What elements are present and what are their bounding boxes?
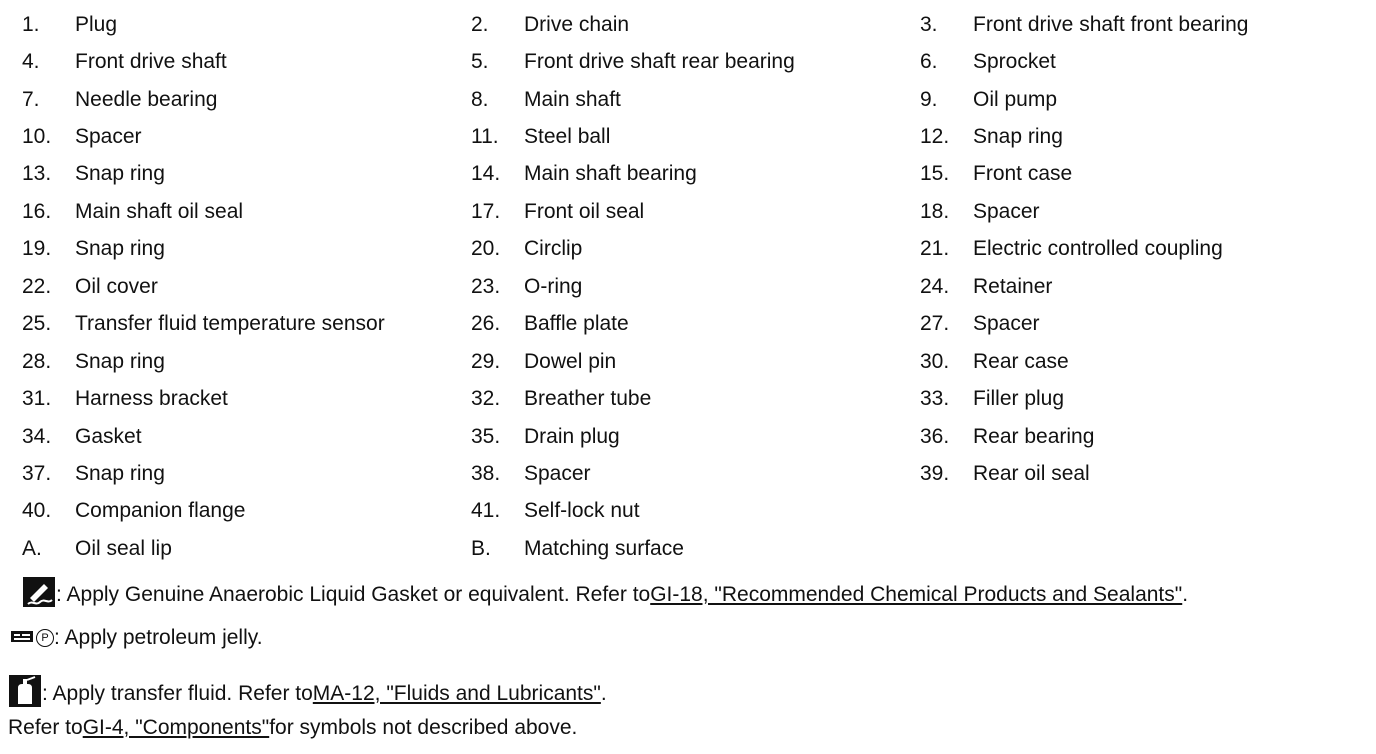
part-number: 30. <box>920 349 950 373</box>
part-item <box>471 6 920 43</box>
part-name: Matching surface <box>524 536 684 560</box>
part-name: Snap ring <box>75 162 165 186</box>
part-name: Spacer <box>973 199 1040 223</box>
part-name: Snap ring <box>75 349 165 373</box>
part-item <box>22 455 471 492</box>
part-number: 18. <box>920 199 950 223</box>
part-item <box>471 455 920 492</box>
part-name: Front oil seal <box>524 199 645 223</box>
part-name: Filler plug <box>973 387 1065 411</box>
part-item <box>920 193 1369 230</box>
part-number: 13. <box>22 162 52 186</box>
transfer-fluid-icon <box>8 674 42 714</box>
part-number: 19. <box>22 237 52 261</box>
part-item <box>920 493 1369 530</box>
part-name: Front drive shaft <box>75 50 227 74</box>
part-name: Self-lock nut <box>524 499 640 523</box>
part-item <box>471 231 920 268</box>
part-item <box>22 530 471 567</box>
part-name: Gasket <box>75 424 142 448</box>
part-name: Transfer fluid temperature sensor <box>75 312 385 336</box>
part-number: 40. <box>22 499 52 523</box>
part-number: 32. <box>471 387 501 411</box>
part-item <box>22 193 471 230</box>
part-item <box>471 43 920 80</box>
part-number: 5. <box>471 50 489 74</box>
gi-18-link[interactable]: GI-18, "Recommended Chemical Products and Sealants" <box>650 583 1183 606</box>
part-item <box>471 81 920 118</box>
part-item <box>471 380 920 417</box>
part-number: 7. <box>22 87 40 111</box>
part-name: O-ring <box>524 274 583 298</box>
part-number: 9. <box>920 87 938 111</box>
part-item <box>920 231 1369 268</box>
part-number: 11. <box>471 125 499 149</box>
part-name: Needle bearing <box>75 87 218 111</box>
part-item <box>471 118 920 155</box>
part-name: Snap ring <box>973 125 1063 149</box>
part-name: Spacer <box>973 312 1040 336</box>
part-name: Rear oil seal <box>973 461 1090 485</box>
part-item <box>920 43 1369 80</box>
part-item <box>471 530 920 567</box>
part-name: Front drive shaft front bearing <box>973 12 1249 36</box>
note-liquid-gasket-suffix: . <box>1182 583 1189 606</box>
part-name: Snap ring <box>75 237 165 261</box>
part-item <box>920 306 1369 343</box>
part-item <box>22 43 471 80</box>
part-name: Steel ball <box>524 125 611 149</box>
part-number: 22. <box>22 274 52 298</box>
part-name: Oil cover <box>75 274 158 298</box>
note-transfer-fluid-text: : Apply transfer fluid. Refer to <box>42 682 313 705</box>
part-item <box>22 156 471 193</box>
part-number: 37. <box>22 461 52 485</box>
part-name: Drain plug <box>524 424 620 448</box>
part-number: A. <box>22 536 42 560</box>
part-item <box>920 156 1369 193</box>
part-number: 2. <box>471 12 489 36</box>
part-number: 15. <box>920 162 950 186</box>
part-number: 6. <box>920 50 938 74</box>
part-item <box>471 156 920 193</box>
part-item <box>471 343 920 380</box>
part-number: 29. <box>471 349 501 373</box>
part-number: 1. <box>22 12 40 36</box>
part-name: Retainer <box>973 274 1053 298</box>
part-item <box>471 268 920 305</box>
part-name: Spacer <box>524 461 591 485</box>
gi-4-link[interactable]: GI-4, "Components" <box>82 716 270 739</box>
note-refer-prefix: Refer to <box>8 716 83 739</box>
part-name: Sprocket <box>973 50 1056 74</box>
part-item <box>22 231 471 268</box>
liquid-gasket-icon <box>22 576 56 614</box>
part-item <box>920 81 1369 118</box>
parts-legend <box>22 6 1362 568</box>
part-number: 23. <box>471 274 501 298</box>
part-number: 26. <box>471 312 501 336</box>
part-name: Rear bearing <box>973 424 1095 448</box>
part-name: Front drive shaft rear bearing <box>524 50 795 74</box>
part-item <box>22 81 471 118</box>
part-name: Dowel pin <box>524 349 617 373</box>
part-number: 4. <box>22 50 40 74</box>
part-number: 21. <box>920 237 950 261</box>
part-name: Front case <box>973 162 1073 186</box>
petroleum-jelly-icon <box>10 626 34 650</box>
part-number: 28. <box>22 349 52 373</box>
part-number: 35. <box>471 424 501 448</box>
part-item <box>920 118 1369 155</box>
part-number: 27. <box>920 312 950 336</box>
note-refer <box>8 716 577 740</box>
part-number: 8. <box>471 87 489 111</box>
part-item <box>22 493 471 530</box>
part-item <box>22 306 471 343</box>
part-name: Snap ring <box>75 461 165 485</box>
part-item <box>22 418 471 455</box>
part-number: 20. <box>471 237 501 261</box>
part-name: Circlip <box>524 237 583 261</box>
part-number: 14. <box>471 162 501 186</box>
petroleum-jelly-p-symbol <box>36 629 54 647</box>
note-transfer-fluid <box>8 674 607 714</box>
part-name: Spacer <box>75 125 142 149</box>
part-number: 16. <box>22 199 52 223</box>
part-name: Main shaft <box>524 87 621 111</box>
note-transfer-fluid-suffix: . <box>600 682 607 705</box>
part-number: 41. <box>471 499 501 523</box>
part-item <box>920 380 1369 417</box>
note-liquid-gasket <box>22 576 1188 614</box>
note-petroleum-jelly <box>10 626 263 650</box>
part-number: 25. <box>22 312 52 336</box>
part-item <box>920 418 1369 455</box>
part-number: 34. <box>22 424 52 448</box>
part-number: 38. <box>471 461 501 485</box>
part-item <box>920 343 1369 380</box>
ma-12-link[interactable]: MA-12, "Fluids and Lubricants" <box>312 682 601 705</box>
part-name: Oil pump <box>973 87 1058 111</box>
part-name: Rear case <box>973 349 1069 373</box>
part-name: Plug <box>75 12 118 36</box>
part-number: 24. <box>920 274 950 298</box>
part-number: 31. <box>22 387 52 411</box>
part-name: Oil seal lip <box>75 536 172 560</box>
part-name: Main shaft bearing <box>524 162 697 186</box>
part-number: B. <box>471 536 491 560</box>
part-number: 10. <box>22 125 52 149</box>
part-item <box>471 418 920 455</box>
part-name: Breather tube <box>524 387 652 411</box>
note-petroleum-jelly-text: : Apply petroleum jelly. <box>54 626 263 649</box>
part-name: Drive chain <box>524 12 630 36</box>
part-item <box>920 455 1369 492</box>
part-item <box>22 380 471 417</box>
part-name: Electric controlled coupling <box>973 237 1223 261</box>
part-item <box>22 268 471 305</box>
part-name: Main shaft oil seal <box>75 199 244 223</box>
part-item <box>471 493 920 530</box>
part-name: Companion flange <box>75 499 246 523</box>
part-number: 33. <box>920 387 950 411</box>
part-item <box>22 118 471 155</box>
part-item <box>471 193 920 230</box>
part-item <box>920 530 1369 567</box>
part-number: 36. <box>920 424 950 448</box>
part-number: 3. <box>920 12 938 36</box>
part-item <box>920 6 1369 43</box>
part-number: 17. <box>471 199 501 223</box>
part-name: Harness bracket <box>75 387 228 411</box>
part-item <box>22 6 471 43</box>
part-name: Baffle plate <box>524 312 629 336</box>
note-liquid-gasket-text: : Apply Genuine Anaerobic Liquid Gasket or equivalent. Refer to <box>56 583 651 606</box>
p-symbol-letter: P <box>41 632 49 644</box>
part-number: 12. <box>920 125 950 149</box>
part-item <box>471 306 920 343</box>
part-number: 39. <box>920 461 950 485</box>
part-item <box>22 343 471 380</box>
part-item <box>920 268 1369 305</box>
note-refer-text: for symbols not described above. <box>269 716 578 739</box>
